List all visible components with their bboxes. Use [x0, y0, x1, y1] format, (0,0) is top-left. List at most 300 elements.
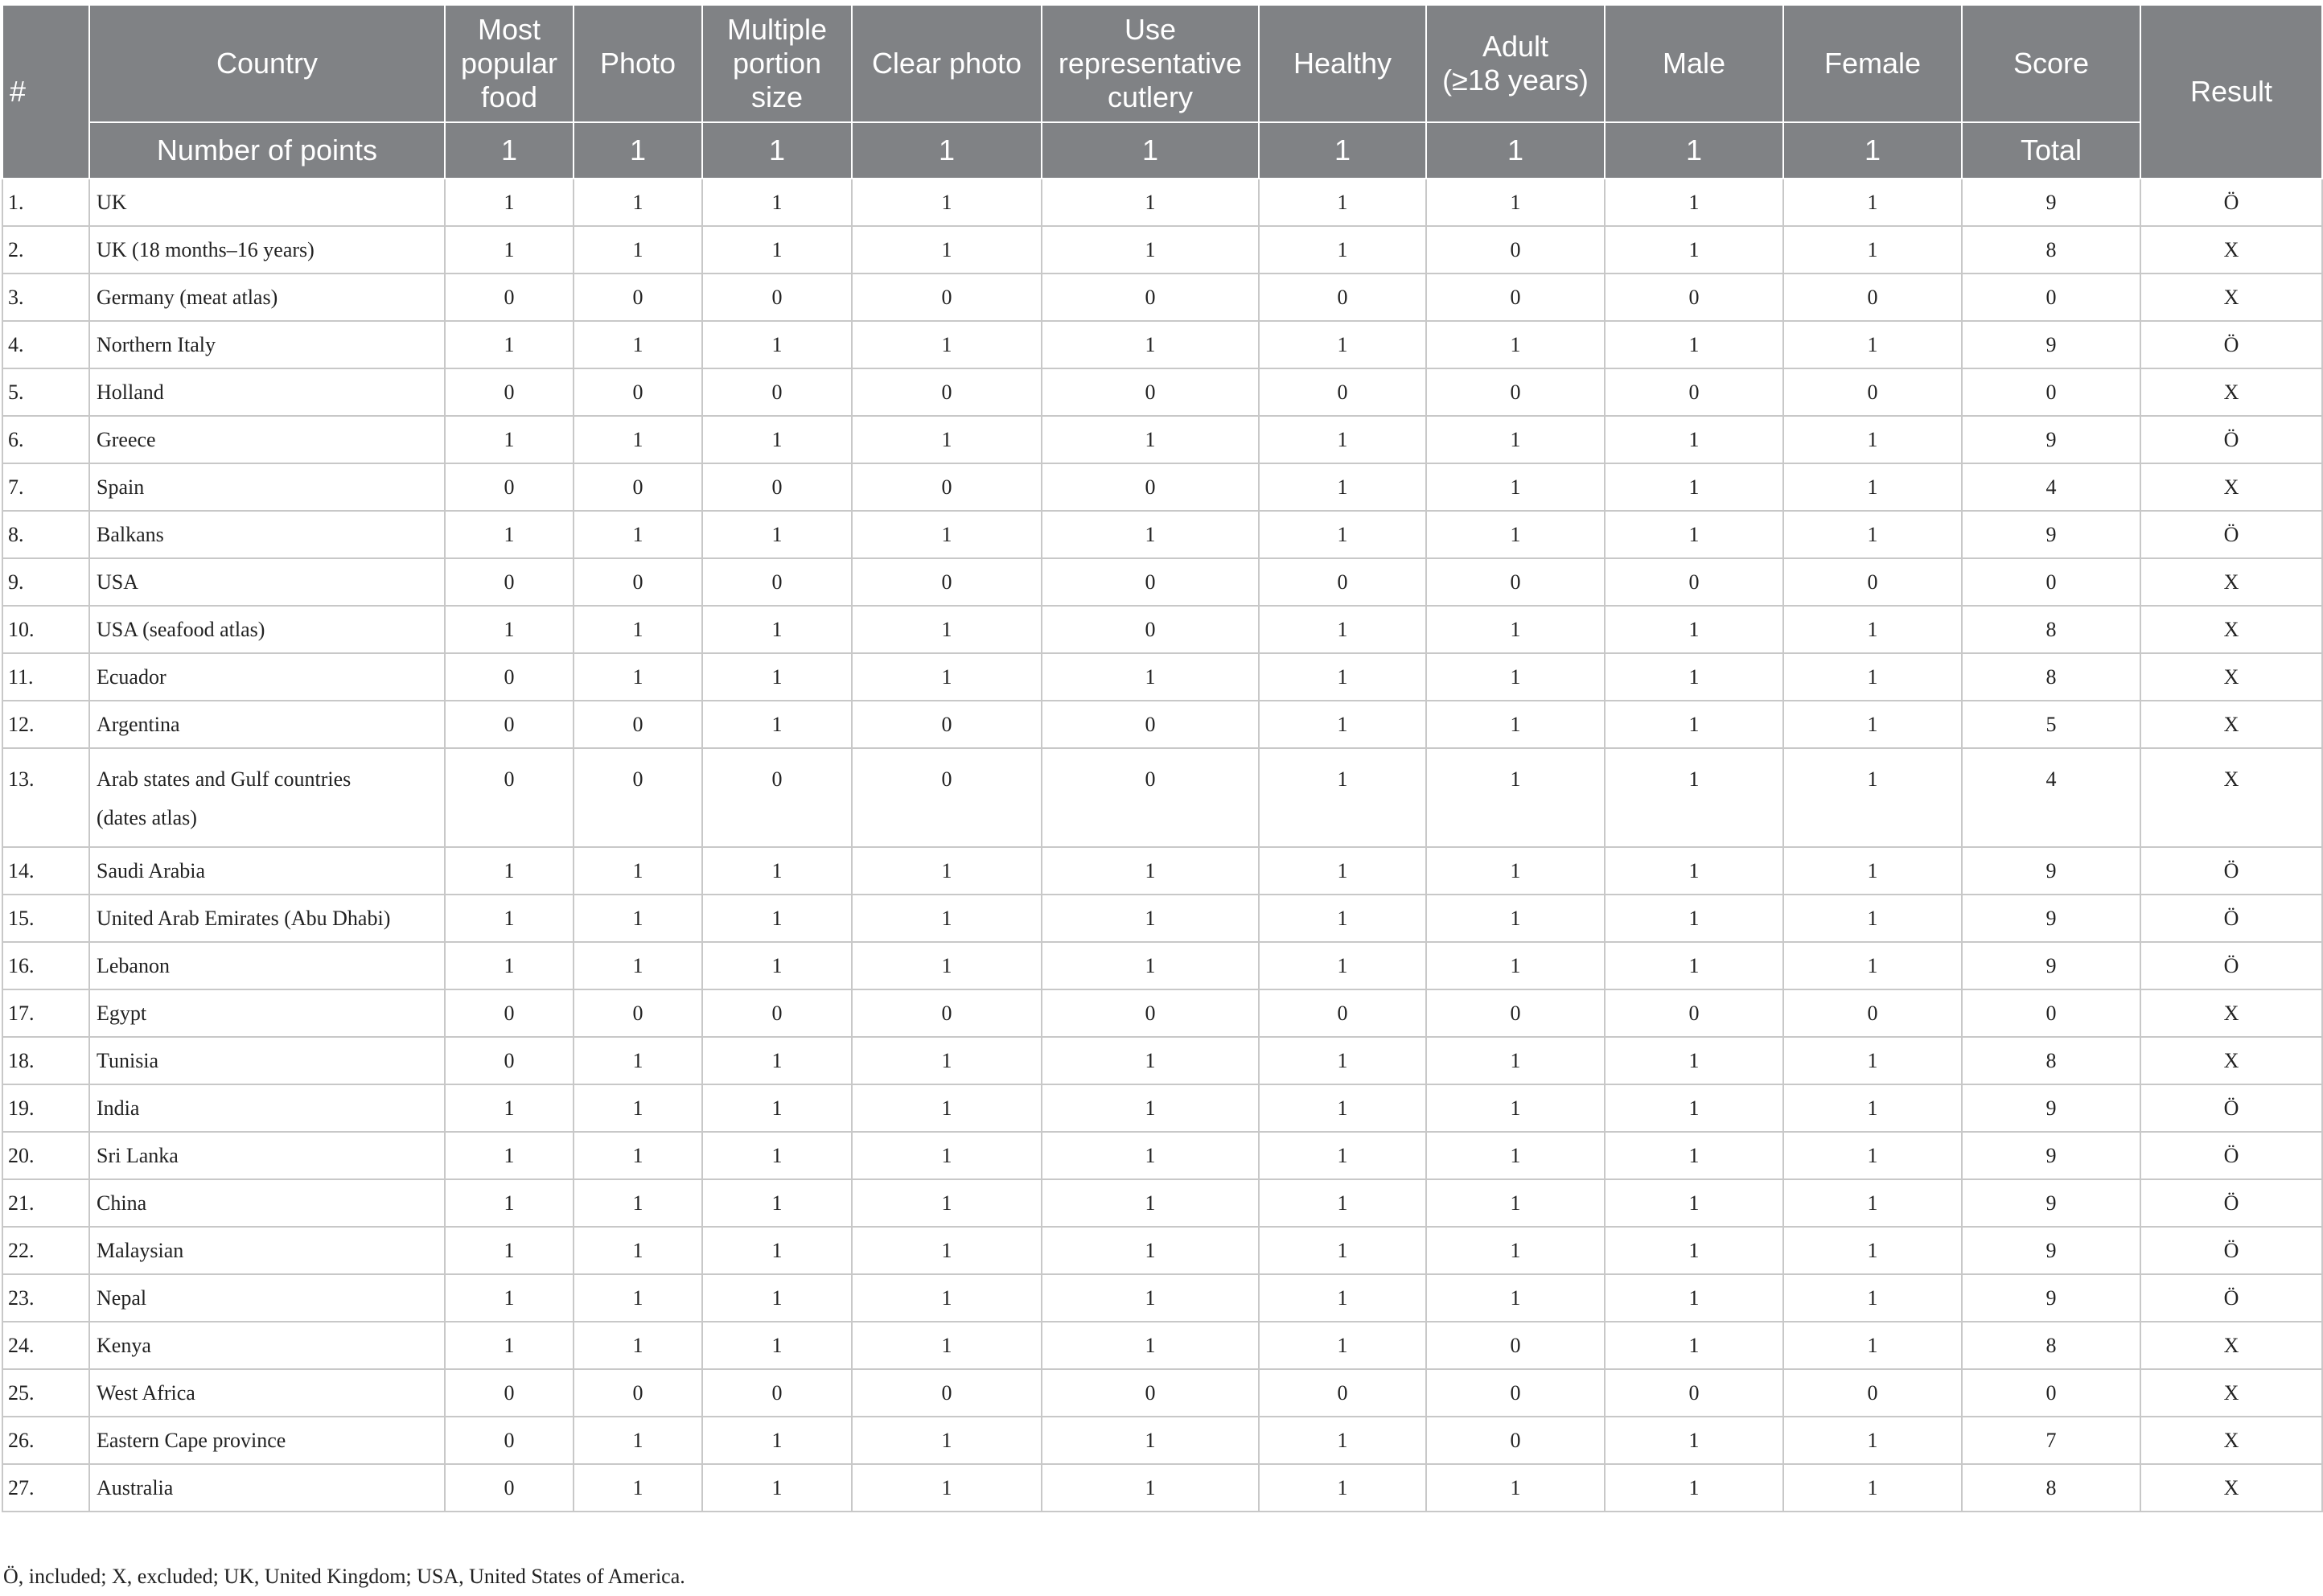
criterion-point-cell: 0: [702, 368, 852, 416]
criterion-point-cell: 1: [445, 1179, 574, 1227]
criterion-point-cell: 1: [1605, 942, 1783, 989]
row-number: 10.: [2, 606, 89, 653]
country-cell: [89, 274, 445, 321]
country-name: West Africa: [97, 1380, 195, 1405]
score-cell: 9: [1962, 416, 2140, 463]
score-cell: 8: [1962, 1464, 2140, 1512]
score-cell: 4: [1962, 463, 2140, 511]
table-row: [2, 1179, 2322, 1227]
criterion-point-cell: 1: [1783, 942, 1962, 989]
criterion-point-cell: 0: [1042, 1369, 1259, 1417]
country-cell: [89, 321, 445, 368]
criterion-point-cell: 0: [445, 558, 574, 606]
result-cell: Ö: [2140, 847, 2322, 895]
criterion-point-cell: 0: [852, 558, 1042, 606]
table-row: [2, 895, 2322, 942]
criterion-point-cell: 1: [1042, 1227, 1259, 1274]
score-cell: 9: [1962, 1132, 2140, 1179]
criterion-point-cell: 1: [1426, 416, 1605, 463]
score-cell: 7: [1962, 1417, 2140, 1464]
header-adult: [1426, 5, 1605, 122]
criterion-point-cell: 1: [574, 1464, 702, 1512]
row-number: 19.: [2, 1084, 89, 1132]
criterion-point-cell: 1: [702, 1179, 852, 1227]
result-cell: X: [2140, 701, 2322, 748]
table-row: [2, 1417, 2322, 1464]
criterion-point-cell: 1: [1783, 1227, 1962, 1274]
table-body: [2, 179, 2322, 1512]
criterion-point-cell: 0: [1259, 989, 1426, 1037]
points-value: 1: [852, 122, 1042, 179]
criterion-point-cell: 0: [1605, 989, 1783, 1037]
criterion-point-cell: 0: [1259, 274, 1426, 321]
country-name: Malaysian: [97, 1238, 184, 1262]
criterion-point-cell: 1: [1042, 1417, 1259, 1464]
points-value: 1: [1605, 122, 1783, 179]
criterion-point-cell: 1: [852, 847, 1042, 895]
country-name: USA (seafood atlas): [97, 617, 265, 641]
country-cell: [89, 1227, 445, 1274]
criterion-point-cell: 1: [1783, 1084, 1962, 1132]
criterion-point-cell: 1: [1426, 606, 1605, 653]
criterion-point-cell: 0: [1605, 558, 1783, 606]
criterion-point-cell: 1: [445, 1132, 574, 1179]
result-cell: Ö: [2140, 179, 2322, 226]
criterion-point-cell: 1: [1042, 321, 1259, 368]
table-row: [2, 463, 2322, 511]
header-photo: Photo: [574, 5, 702, 122]
country-name: Nepal: [97, 1285, 147, 1310]
criterion-point-cell: 1: [1426, 1037, 1605, 1084]
criterion-point-cell: 0: [1605, 1369, 1783, 1417]
header-adult-line2: (≥18 years): [1442, 64, 1589, 97]
criterion-point-cell: 1: [1605, 1417, 1783, 1464]
criterion-point-cell: 1: [1259, 1179, 1426, 1227]
score-cell: 8: [1962, 653, 2140, 701]
criterion-point-cell: 1: [1259, 463, 1426, 511]
result-cell: X: [2140, 226, 2322, 274]
header-healthy: Healthy: [1259, 5, 1426, 122]
criterion-point-cell: 1: [702, 1464, 852, 1512]
criterion-point-cell: 1: [574, 1227, 702, 1274]
criterion-point-cell: 1: [1259, 1274, 1426, 1322]
criterion-point-cell: 1: [702, 1417, 852, 1464]
criterion-point-cell: 0: [1426, 226, 1605, 274]
criterion-point-cell: 0: [1426, 989, 1605, 1037]
criterion-point-cell: 1: [1042, 1179, 1259, 1227]
criterion-point-cell: 1: [852, 1179, 1042, 1227]
criterion-point-cell: 1: [1605, 1274, 1783, 1322]
criterion-point-cell: 1: [1042, 1084, 1259, 1132]
criterion-point-cell: 1: [852, 1084, 1042, 1132]
result-cell: Ö: [2140, 511, 2322, 558]
table-row: [2, 1037, 2322, 1084]
criterion-point-cell: 1: [1259, 1084, 1426, 1132]
criterion-point-cell: 1: [1605, 748, 1783, 847]
header-multiple-portion-size: Multiple portion size: [702, 5, 852, 122]
row-number: 8.: [2, 511, 89, 558]
criterion-point-cell: 1: [574, 606, 702, 653]
criterion-point-cell: 1: [1605, 895, 1783, 942]
criterion-point-cell: 1: [702, 416, 852, 463]
criterion-point-cell: 1: [702, 179, 852, 226]
table-row: [2, 748, 2322, 847]
country-cell: [89, 1132, 445, 1179]
table-row: [2, 416, 2322, 463]
score-cell: 9: [1962, 321, 2140, 368]
result-cell: X: [2140, 368, 2322, 416]
criterion-point-cell: 1: [574, 321, 702, 368]
criterion-point-cell: 0: [445, 989, 574, 1037]
country-name: Eastern Cape province: [97, 1428, 286, 1452]
table-row: [2, 1227, 2322, 1274]
country-name: Germany (meat atlas): [97, 285, 278, 309]
score-cell: 8: [1962, 1037, 2140, 1084]
criterion-point-cell: 1: [1426, 511, 1605, 558]
country-name: Northern Italy: [97, 332, 216, 356]
criterion-point-cell: 0: [702, 989, 852, 1037]
criterion-point-cell: 1: [702, 847, 852, 895]
criterion-point-cell: 1: [1605, 1132, 1783, 1179]
country-name: China: [97, 1191, 147, 1215]
country-cell: [89, 1274, 445, 1322]
criterion-point-cell: 1: [1259, 942, 1426, 989]
criterion-point-cell: 1: [852, 1417, 1042, 1464]
criterion-point-cell: 0: [574, 368, 702, 416]
criterion-point-cell: 0: [574, 463, 702, 511]
country-cell: [89, 748, 445, 847]
country-cell: [89, 1322, 445, 1369]
table-row: [2, 368, 2322, 416]
criterion-point-cell: 1: [574, 847, 702, 895]
criterion-point-cell: 1: [702, 226, 852, 274]
criterion-point-cell: 1: [1783, 1037, 1962, 1084]
criterion-point-cell: 1: [445, 942, 574, 989]
country-cell: [89, 368, 445, 416]
criterion-point-cell: 0: [1042, 368, 1259, 416]
criterion-point-cell: 1: [852, 942, 1042, 989]
points-value: 1: [1259, 122, 1426, 179]
table-row: [2, 847, 2322, 895]
score-cell: 0: [1962, 1369, 2140, 1417]
criterion-point-cell: 0: [445, 653, 574, 701]
result-cell: Ö: [2140, 1274, 2322, 1322]
header-most-popular-food: Most popular food: [445, 5, 574, 122]
criterion-point-cell: 0: [1426, 1369, 1605, 1417]
criterion-point-cell: 1: [1042, 511, 1259, 558]
criterion-point-cell: 1: [1605, 701, 1783, 748]
country-cell: [89, 1179, 445, 1227]
criterion-point-cell: 1: [1042, 1037, 1259, 1084]
criterion-point-cell: 1: [1783, 1417, 1962, 1464]
criterion-point-cell: 1: [574, 416, 702, 463]
criterion-point-cell: 0: [574, 274, 702, 321]
criterion-point-cell: 1: [1259, 1037, 1426, 1084]
criterion-point-cell: 1: [1605, 1322, 1783, 1369]
criterion-point-cell: 1: [574, 1037, 702, 1084]
table-row: [2, 511, 2322, 558]
criterion-point-cell: 1: [1259, 226, 1426, 274]
table-row: [2, 653, 2322, 701]
row-number: 2.: [2, 226, 89, 274]
table-row: [2, 989, 2322, 1037]
criterion-point-cell: 1: [574, 1084, 702, 1132]
row-number: 6.: [2, 416, 89, 463]
table-row: [2, 1369, 2322, 1417]
criterion-point-cell: 0: [574, 748, 702, 847]
country-cell: [89, 895, 445, 942]
row-number: 11.: [2, 653, 89, 701]
criterion-point-cell: 1: [852, 653, 1042, 701]
criterion-point-cell: 0: [1042, 463, 1259, 511]
country-cell: [89, 701, 445, 748]
criterion-point-cell: 0: [852, 1369, 1042, 1417]
table-row: [2, 606, 2322, 653]
table-row: [2, 701, 2322, 748]
criterion-point-cell: 0: [1042, 274, 1259, 321]
criterion-point-cell: 1: [1259, 895, 1426, 942]
row-number: 16.: [2, 942, 89, 989]
criterion-point-cell: 1: [1259, 847, 1426, 895]
criterion-point-cell: 1: [702, 606, 852, 653]
criterion-point-cell: 1: [574, 226, 702, 274]
row-number: 9.: [2, 558, 89, 606]
criterion-point-cell: 1: [1259, 1227, 1426, 1274]
criterion-point-cell: 1: [852, 179, 1042, 226]
result-cell: Ö: [2140, 416, 2322, 463]
criterion-point-cell: 0: [1426, 368, 1605, 416]
criterion-point-cell: 1: [1426, 748, 1605, 847]
table-row: [2, 942, 2322, 989]
criterion-point-cell: 1: [1259, 416, 1426, 463]
criterion-point-cell: 1: [852, 1464, 1042, 1512]
criterion-point-cell: 1: [852, 321, 1042, 368]
country-name: Spain: [97, 475, 145, 499]
criterion-point-cell: 1: [1783, 1179, 1962, 1227]
result-cell: Ö: [2140, 895, 2322, 942]
criterion-point-cell: 1: [702, 1227, 852, 1274]
criterion-point-cell: 1: [1259, 1322, 1426, 1369]
criterion-point-cell: 1: [702, 1132, 852, 1179]
country-name: Arab states and Gulf countries: [97, 767, 352, 791]
criterion-point-cell: 1: [574, 179, 702, 226]
criterion-point-cell: 1: [1042, 179, 1259, 226]
criterion-point-cell: 0: [702, 1369, 852, 1417]
criterion-point-cell: 1: [1259, 1417, 1426, 1464]
criterion-point-cell: 1: [702, 321, 852, 368]
criterion-point-cell: 1: [852, 1227, 1042, 1274]
result-cell: X: [2140, 653, 2322, 701]
criterion-point-cell: 0: [445, 1464, 574, 1512]
criterion-point-cell: 1: [1426, 1132, 1605, 1179]
score-cell: 8: [1962, 606, 2140, 653]
criterion-point-cell: 0: [574, 701, 702, 748]
criterion-point-cell: 1: [1426, 847, 1605, 895]
country-cell: [89, 989, 445, 1037]
criterion-point-cell: 1: [1783, 179, 1962, 226]
country-name: Kenya: [97, 1333, 151, 1357]
result-cell: X: [2140, 274, 2322, 321]
criterion-point-cell: 1: [852, 1037, 1042, 1084]
result-cell: Ö: [2140, 1179, 2322, 1227]
criterion-point-cell: 0: [1259, 1369, 1426, 1417]
country-name: UK: [97, 190, 127, 214]
row-number: 4.: [2, 321, 89, 368]
criterion-point-cell: 1: [852, 1322, 1042, 1369]
criterion-point-cell: 0: [574, 989, 702, 1037]
criterion-point-cell: 0: [1042, 989, 1259, 1037]
criterion-point-cell: 1: [574, 1322, 702, 1369]
criterion-point-cell: 1: [1042, 1274, 1259, 1322]
header-result: Result: [2140, 5, 2322, 179]
criterion-point-cell: 1: [1605, 463, 1783, 511]
score-cell: 4: [1962, 748, 2140, 847]
row-number: 26.: [2, 1417, 89, 1464]
criterion-point-cell: 1: [852, 511, 1042, 558]
country-cell: [89, 416, 445, 463]
criterion-point-cell: 1: [1042, 1464, 1259, 1512]
criterion-point-cell: 1: [1783, 321, 1962, 368]
country-name: Australia: [97, 1475, 174, 1499]
criterion-point-cell: 0: [852, 368, 1042, 416]
criterion-point-cell: 1: [1259, 606, 1426, 653]
points-value: 1: [1426, 122, 1605, 179]
criterion-point-cell: 1: [1605, 1227, 1783, 1274]
score-cell: 9: [1962, 847, 2140, 895]
country-cell: [89, 606, 445, 653]
country-name: USA: [97, 570, 139, 594]
row-number: 12.: [2, 701, 89, 748]
row-number: 23.: [2, 1274, 89, 1322]
criterion-point-cell: 1: [1783, 701, 1962, 748]
criterion-point-cell: 1: [702, 1037, 852, 1084]
criterion-point-cell: 1: [852, 1274, 1042, 1322]
result-cell: X: [2140, 1464, 2322, 1512]
table-row: [2, 1084, 2322, 1132]
criterion-point-cell: 0: [852, 463, 1042, 511]
result-cell: Ö: [2140, 1132, 2322, 1179]
criterion-point-cell: 1: [1783, 1274, 1962, 1322]
criterion-point-cell: 1: [1042, 226, 1259, 274]
criterion-point-cell: 0: [574, 558, 702, 606]
criterion-point-cell: 1: [445, 1084, 574, 1132]
score-cell: 9: [1962, 1274, 2140, 1322]
criterion-point-cell: 1: [1259, 701, 1426, 748]
header-clear-photo: Clear photo: [852, 5, 1042, 122]
table-row: [2, 179, 2322, 226]
score-cell: 9: [1962, 942, 2140, 989]
score-cell: 0: [1962, 368, 2140, 416]
row-number: 25.: [2, 1369, 89, 1417]
criterion-point-cell: 1: [1605, 1179, 1783, 1227]
criterion-point-cell: 1: [1426, 895, 1605, 942]
criterion-point-cell: 1: [445, 1227, 574, 1274]
criterion-point-cell: 1: [1605, 226, 1783, 274]
criterion-point-cell: 1: [1426, 1227, 1605, 1274]
criterion-point-cell: 1: [574, 1274, 702, 1322]
criterion-point-cell: 0: [574, 1369, 702, 1417]
row-number: 3.: [2, 274, 89, 321]
criterion-point-cell: 1: [445, 321, 574, 368]
criterion-point-cell: 1: [702, 1274, 852, 1322]
country-cell: [89, 653, 445, 701]
criterion-point-cell: 0: [1783, 989, 1962, 1037]
country-name: Balkans: [97, 522, 164, 546]
country-name: Lebanon: [97, 953, 170, 977]
criterion-point-cell: 0: [1783, 368, 1962, 416]
criterion-point-cell: 1: [852, 895, 1042, 942]
row-number: 27.: [2, 1464, 89, 1512]
result-cell: Ö: [2140, 942, 2322, 989]
criterion-point-cell: 1: [1783, 847, 1962, 895]
result-cell: X: [2140, 558, 2322, 606]
result-cell: X: [2140, 748, 2322, 847]
criterion-point-cell: 0: [445, 274, 574, 321]
row-number: 13.: [2, 748, 89, 847]
country-cell: [89, 1084, 445, 1132]
country-cell: [89, 1369, 445, 1417]
criterion-point-cell: 1: [1042, 847, 1259, 895]
criterion-point-cell: 1: [445, 1322, 574, 1369]
header-total: Total: [1962, 122, 2140, 179]
country-name: United Arab Emirates (Abu Dhabi): [97, 906, 391, 930]
criterion-point-cell: 1: [1605, 606, 1783, 653]
criterion-point-cell: 1: [1426, 1274, 1605, 1322]
header-number-of-points: Number of points: [89, 122, 445, 179]
criterion-point-cell: 1: [852, 1132, 1042, 1179]
country-cell: [89, 1037, 445, 1084]
criterion-point-cell: 0: [852, 748, 1042, 847]
criterion-point-cell: 1: [574, 895, 702, 942]
criterion-point-cell: 1: [1605, 511, 1783, 558]
criterion-point-cell: 1: [1426, 1464, 1605, 1512]
header-male: Male: [1605, 5, 1783, 122]
result-cell: X: [2140, 1037, 2322, 1084]
row-number: 5.: [2, 368, 89, 416]
criterion-point-cell: 0: [445, 701, 574, 748]
criterion-point-cell: 1: [1259, 179, 1426, 226]
country-cell: [89, 226, 445, 274]
criterion-point-cell: 0: [1259, 558, 1426, 606]
country-cell: [89, 511, 445, 558]
criterion-point-cell: 0: [1783, 1369, 1962, 1417]
criterion-point-cell: 1: [1426, 463, 1605, 511]
criterion-point-cell: 0: [1783, 274, 1962, 321]
criterion-point-cell: 1: [1783, 748, 1962, 847]
points-value: 1: [702, 122, 852, 179]
country-name-line2: (dates atlas): [97, 806, 197, 829]
score-cell: 9: [1962, 1084, 2140, 1132]
score-cell: 5: [1962, 701, 2140, 748]
country-cell: [89, 558, 445, 606]
country-cell: [89, 179, 445, 226]
header-use-representative-cutlery: Use representative cutlery: [1042, 5, 1259, 122]
score-cell: 0: [1962, 274, 2140, 321]
row-number: 1.: [2, 179, 89, 226]
country-name: Egypt: [97, 1001, 147, 1025]
score-cell: 9: [1962, 179, 2140, 226]
country-name: India: [97, 1096, 140, 1120]
criterion-point-cell: 1: [574, 511, 702, 558]
criterion-point-cell: 0: [1042, 606, 1259, 653]
criterion-point-cell: 1: [1783, 1322, 1962, 1369]
criterion-point-cell: 0: [445, 1037, 574, 1084]
criterion-point-cell: 0: [445, 1369, 574, 1417]
criterion-point-cell: 1: [1426, 701, 1605, 748]
criterion-point-cell: 1: [1426, 942, 1605, 989]
criterion-point-cell: 1: [1783, 653, 1962, 701]
row-number: 7.: [2, 463, 89, 511]
